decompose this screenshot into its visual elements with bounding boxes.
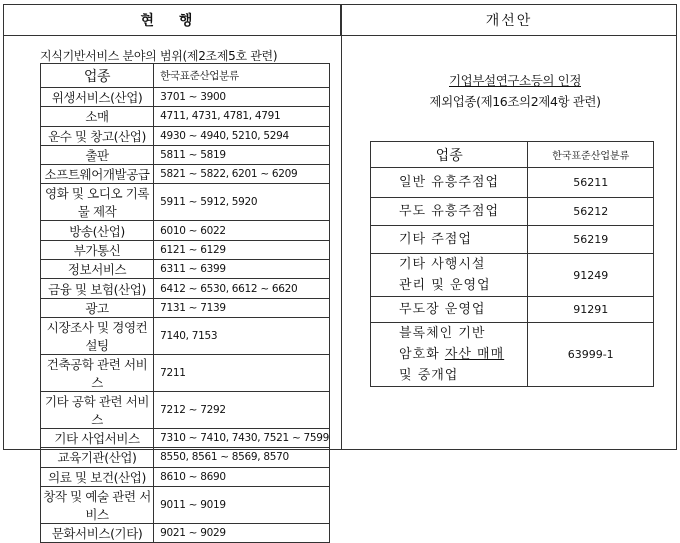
code-cell: 56212 xyxy=(528,198,654,226)
industry-cell: 무도 유흥주점업 xyxy=(371,198,528,226)
table-row xyxy=(41,486,330,523)
improved-table-title xyxy=(380,70,650,112)
improved-title-line1: 기업부설연구소등의 인정 xyxy=(449,73,581,88)
table-row xyxy=(41,523,330,542)
industry-text: 암호화 xyxy=(399,347,445,362)
industry-cell: 기타 공학 관련 서비스 xyxy=(41,391,154,428)
industry-cell: 시장조사 및 경영컨설팅 xyxy=(41,317,154,354)
industry-cell: 방송(산업) xyxy=(41,221,154,240)
code-cell: 4711, 4731, 4781, 4791 xyxy=(154,107,330,126)
industry-line: 관리 및 운영업 xyxy=(399,278,491,293)
improved-title-line2: 제외업종(제16조의2제4항 관련) xyxy=(429,94,601,109)
table-row xyxy=(371,168,654,198)
header-current: 현 행 xyxy=(3,4,341,36)
current-table-header xyxy=(41,64,330,88)
table-row xyxy=(41,467,330,486)
code-cell: 7140, 7153 xyxy=(154,317,330,354)
improved-table xyxy=(370,141,654,387)
industry-cell: 출판 xyxy=(41,145,154,164)
code-cell: 6412 ~ 6530, 6612 ~ 6620 xyxy=(154,279,330,298)
code-cell: 5911 ~ 5912, 5920 xyxy=(154,184,330,221)
header-improved: 개선안 xyxy=(341,4,677,36)
col-industry-header: 업종 xyxy=(371,142,528,168)
table-row xyxy=(41,145,330,164)
col-code-header: 한국표준산업분류 xyxy=(154,64,330,88)
industry-line: 블록체인 기반 xyxy=(399,326,486,341)
table-row xyxy=(41,165,330,184)
industry-line: 및 중개업 xyxy=(399,368,459,383)
industry-cell xyxy=(371,254,528,297)
code-cell: 5811 ~ 5819 xyxy=(154,145,330,164)
table-row xyxy=(41,298,330,317)
industry-cell: 창작 및 예술 관련 서비스 xyxy=(41,486,154,523)
code-cell: 7131 ~ 7139 xyxy=(154,298,330,317)
col-industry-header: 업종 xyxy=(41,64,154,88)
table-row xyxy=(41,279,330,298)
code-cell: 7212 ~ 7292 xyxy=(154,391,330,428)
industry-cell: 소매 xyxy=(41,107,154,126)
industry-cell: 무도장 운영업 xyxy=(371,297,528,323)
industry-cell: 소프트웨어개발공급 xyxy=(41,165,154,184)
table-row xyxy=(41,240,330,259)
table-row xyxy=(371,226,654,254)
code-cell: 5821 ~ 5822, 6201 ~ 6209 xyxy=(154,165,330,184)
code-cell: 3701 ~ 3900 xyxy=(154,88,330,107)
current-table xyxy=(40,63,330,543)
table-row xyxy=(41,317,330,354)
code-cell: 8610 ~ 8690 xyxy=(154,467,330,486)
improved-table-header xyxy=(371,142,654,168)
code-cell: 6311 ~ 6399 xyxy=(154,260,330,279)
code-cell: 6121 ~ 6129 xyxy=(154,240,330,259)
table-row xyxy=(41,428,330,447)
column-divider xyxy=(341,4,342,450)
industry-line xyxy=(399,344,527,365)
table-row xyxy=(41,260,330,279)
table-row xyxy=(371,297,654,323)
industry-cell: 정보서비스 xyxy=(41,260,154,279)
industry-cell: 의료 및 보건(산업) xyxy=(41,467,154,486)
industry-cell: 건축공학 관련 서비스 xyxy=(41,354,154,391)
table-row xyxy=(371,198,654,226)
industry-cell: 문화서비스(기타) xyxy=(41,523,154,542)
industry-text-underlined: 자산 매매 xyxy=(444,347,505,362)
industry-cell xyxy=(371,323,528,387)
industry-cell: 기타 사업서비스 xyxy=(41,428,154,447)
table-row xyxy=(41,221,330,240)
industry-cell: 광고 xyxy=(41,298,154,317)
col-code-header: 한국표준산업분류 xyxy=(528,142,654,168)
table-row xyxy=(41,126,330,145)
code-cell: 56219 xyxy=(528,226,654,254)
table-row xyxy=(41,107,330,126)
industry-cell: 운수 및 창고(산업) xyxy=(41,126,154,145)
current-table-title: 지식기반서비스 분야의 범위(제2조제5호 관련) xyxy=(40,49,278,63)
industry-cell: 기타 주점업 xyxy=(371,226,528,254)
code-cell: 91291 xyxy=(528,297,654,323)
industry-cell: 영화 및 오디오 기록물 제작 xyxy=(41,184,154,221)
code-cell: 9011 ~ 9019 xyxy=(154,486,330,523)
table-row xyxy=(41,354,330,391)
code-cell: 91249 xyxy=(528,254,654,297)
table-row xyxy=(41,448,330,467)
industry-cell: 일반 유흥주점업 xyxy=(371,168,528,198)
industry-line: 기타 사행시설 xyxy=(399,257,486,272)
industry-cell: 금융 및 보험(산업) xyxy=(41,279,154,298)
table-row xyxy=(371,254,654,297)
industry-cell: 위생서비스(산업) xyxy=(41,88,154,107)
code-cell: 4930 ~ 4940, 5210, 5294 xyxy=(154,126,330,145)
code-cell: 56211 xyxy=(528,168,654,198)
table-row xyxy=(41,184,330,221)
industry-cell: 부가통신 xyxy=(41,240,154,259)
table-row xyxy=(41,88,330,107)
code-cell: 7310 ~ 7410, 7430, 7521 ~ 7599 xyxy=(154,428,330,447)
code-cell: 7211 xyxy=(154,354,330,391)
industry-cell: 교육기관(산업) xyxy=(41,448,154,467)
code-cell: 8550, 8561 ~ 8569, 8570 xyxy=(154,448,330,467)
code-cell: 6010 ~ 6022 xyxy=(154,221,330,240)
code-cell: 9021 ~ 9029 xyxy=(154,523,330,542)
table-row xyxy=(41,391,330,428)
table-row xyxy=(371,323,654,387)
code-cell: 63999-1 xyxy=(528,323,654,387)
